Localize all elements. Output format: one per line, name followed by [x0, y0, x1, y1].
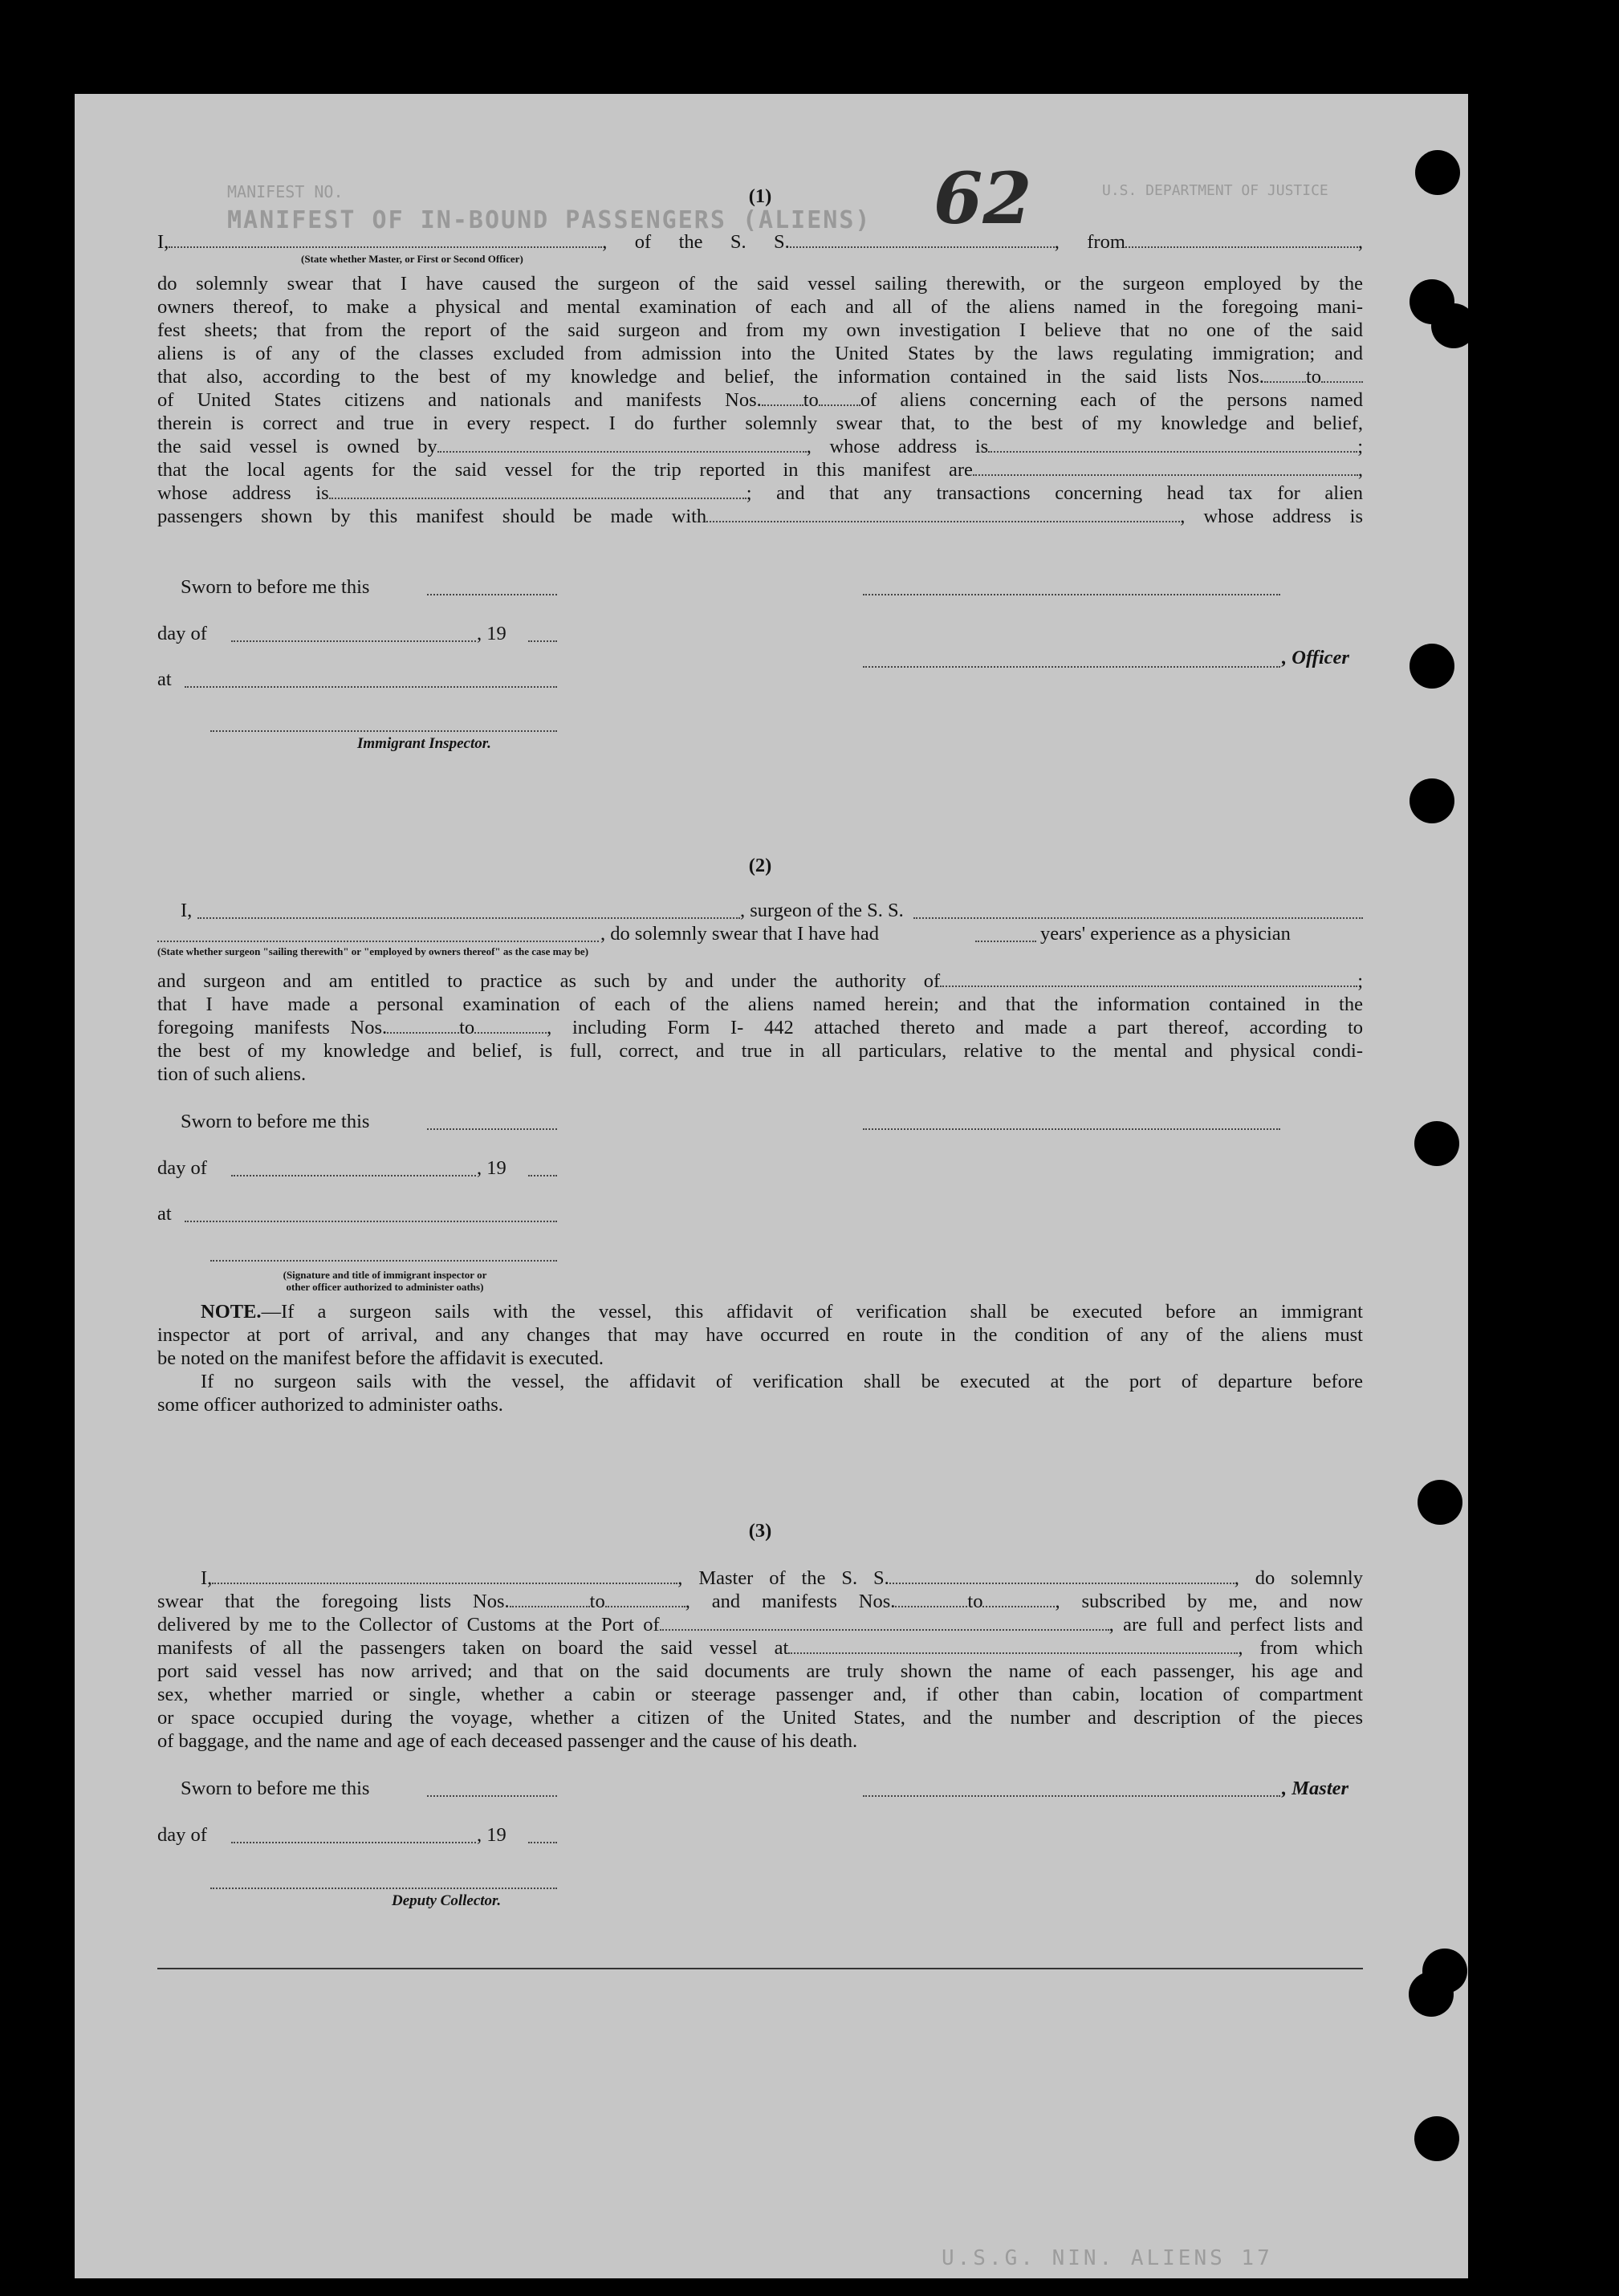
s2-vessel-field[interactable] [913, 917, 1363, 919]
s1-sworn-label: Sworn to before me this [181, 576, 370, 598]
s3-line-1: I, , Master of the S. S. , do solemnly [201, 1567, 1363, 1589]
s2-line-4: that I have made a personal examination of each of the aliens named herein; and that the information contained in the [157, 994, 1363, 1015]
punch-hole [1414, 2116, 1459, 2161]
citizen-list-from-field[interactable] [1264, 368, 1306, 383]
officer-signature-line-1[interactable] [863, 594, 1280, 595]
master-name-field[interactable] [212, 1570, 677, 1584]
punch-hole [1414, 1121, 1459, 1166]
punch-hole [1410, 778, 1454, 823]
s1-line-2: do solemnly swear that I have caused the surgeon of the said vessel sailing therewith, or the surgeon employed by the [157, 273, 1363, 295]
s1-line-8: therein is correct and true in every respect. I do further solemnly swear that, to the best of my knowledge and belief, [157, 412, 1363, 434]
s3-manifest-to-field[interactable] [982, 1593, 1055, 1607]
punch-hole [1431, 303, 1476, 348]
s3-line-4: manifests of all the passengers taken on board the said vessel at , from which [157, 1637, 1364, 1659]
s1-line-9: the said vessel is owned by , whose address is ; [157, 436, 1363, 457]
agents-address-field[interactable] [329, 485, 746, 499]
officer-rank-note: (State whether Master, or First or Second Officer) [301, 253, 523, 265]
s2-note-line-5: some officer authorized to administer oaths. [157, 1394, 503, 1416]
section-1-number: (1) [748, 185, 772, 207]
officer-signature-line[interactable] [863, 666, 1280, 668]
local-agents-field[interactable] [973, 461, 1358, 476]
punch-hole [1409, 1972, 1454, 2017]
surgeon-status-note: (State whether surgeon "sailing therewith" or "employed by owners thereof" as the case may be) [157, 945, 589, 957]
s2-official-signature-line[interactable] [210, 1260, 557, 1262]
s2-month-field[interactable] [231, 1175, 476, 1176]
bleed-through-form-number: U.S.G. NIN. ALIENS 17 [942, 2246, 1273, 2270]
s1-line-11: whose address is ; and that any transactions concerning head tax for alien [157, 482, 1364, 504]
s1-year-field[interactable] [528, 640, 557, 642]
s2-i-label: I, [181, 900, 193, 921]
s2-note-line-3: be noted on the manifest before the affidavit is executed. [157, 1347, 604, 1369]
licensing-authority-field[interactable] [940, 973, 1357, 987]
s3-month-field[interactable] [231, 1842, 476, 1843]
s3-list-from-field[interactable] [510, 1593, 590, 1607]
s2-year-field[interactable] [528, 1175, 557, 1176]
s3-vessel-field[interactable] [889, 1570, 1235, 1584]
s1-line-3: owners thereof, to make a physical and mental examination of each and all of the aliens named in the foregoing mani- [157, 296, 1363, 318]
s1-line-6: that also, according to the best of my knowledge and belief, the information contained in the said lists Nos. to [157, 368, 1363, 388]
s2-signature-note: (Signature and title of immigrant inspector or other officer authorized to administer oaths) [283, 1269, 487, 1293]
vessel-owner-field[interactable] [437, 438, 807, 453]
port-of-arrival-field[interactable] [660, 1616, 1109, 1631]
s2-year-label: , 19 [477, 1157, 506, 1179]
handwritten-page-number: 62 [934, 156, 1032, 240]
surgeon-signature-line[interactable] [863, 1128, 1280, 1130]
s3-line-7: or space occupied during the voyage, whether a citizen of the United States, and the number and description of the pieces [157, 1707, 1363, 1729]
s2-note-line-2: inspector at port of arrival, and any changes that may have occurred en route in the condition of any of the aliens must [157, 1324, 1363, 1346]
bleed-through-title: MANIFEST OF IN-BOUND PASSENGERS (ALIENS) [227, 206, 872, 234]
s1-line-5: aliens is of any of the classes excluded from admission into the United States by the laws regulating immigration; and [157, 343, 1363, 364]
inspector-signature-line[interactable] [210, 730, 557, 732]
s2-sworn-label: Sworn to before me this [181, 1111, 370, 1132]
departure-port-field[interactable] [1125, 234, 1358, 248]
s3-sworn-label: Sworn to before me this [181, 1778, 370, 1799]
s3-line-6: sex, whether married or single, whether a cabin or steerage passenger and, if other than cabin, location of compartment [157, 1684, 1363, 1705]
citizen-list-to-field[interactable] [1321, 368, 1363, 383]
owner-address-field[interactable] [988, 438, 1357, 453]
s2-line-7: tion of such aliens. [157, 1063, 307, 1085]
years-experience-field[interactable] [975, 941, 1036, 942]
manifest-from-field[interactable] [762, 392, 803, 406]
s2-sworn-date-field[interactable] [427, 1128, 557, 1130]
s2-surgeon-of-label: , surgeon of the S. S. [740, 900, 904, 921]
s1-line-10: that the local agents for the said vessel for the trip reported in this manifest are , [157, 459, 1363, 481]
s1-year-label: , 19 [477, 623, 506, 644]
s1-line-7: of United States citizens and nationals and manifests Nos. to of aliens concerning each of the persons named [157, 389, 1363, 411]
s2-at-label: at [157, 1203, 172, 1225]
port-of-embarkation-field[interactable] [788, 1640, 1238, 1654]
s3-line-8: of baggage, and the name and age of each deceased passenger and the cause of his death. [157, 1730, 858, 1752]
s2-line-5: foregoing manifests Nos. to , including Form I- 442 attached thereto and made a part thereof, according to [157, 1017, 1363, 1038]
s1-place-field[interactable] [185, 686, 557, 688]
s2-line-3: and surgeon and am entitled to practice as such by and under the authority of ; [157, 970, 1363, 992]
bleed-through-agency: U.S. DEPARTMENT OF JUSTICE [1102, 182, 1328, 199]
section-2-number: (2) [748, 855, 772, 876]
punch-hole [1410, 644, 1454, 689]
s1-at-label: at [157, 668, 172, 690]
s3-list-to-field[interactable] [605, 1593, 685, 1607]
head-tax-agent-field[interactable] [706, 508, 1180, 522]
s2-manifest-to-field[interactable] [474, 1019, 547, 1034]
s2-physician-label: years' experience as a physician [1040, 923, 1291, 945]
officer-name-field[interactable] [169, 234, 602, 248]
s2-note-line-1: NOTE.—If a surgeon sails with the vessel, this affidavit of verification shall be executed before an immigrant [201, 1301, 1363, 1323]
bottom-rule [157, 1968, 1363, 1969]
s3-sworn-date-field[interactable] [427, 1795, 557, 1797]
bleed-through-stamp: MANIFEST NO. [227, 182, 344, 201]
deputy-collector-label: Deputy Collector. [392, 1892, 502, 1909]
s3-line-2: swear that the foregoing lists Nos. to , and manifests Nos. to , subscribed by me, and now [157, 1591, 1363, 1612]
s2-day-label: day of [157, 1157, 207, 1179]
collector-signature-line[interactable] [210, 1888, 557, 1889]
surgeon-name-field[interactable] [197, 917, 740, 919]
s1-line-12: passengers shown by this manifest should be made with , whose address is [157, 506, 1364, 527]
s3-year-label: , 19 [477, 1824, 506, 1846]
surgeon-status-field[interactable] [157, 941, 599, 942]
s2-line-6: the best of my knowledge and belief, is full, correct, and true in all particulars, relative to the mental and physical condi- [157, 1040, 1363, 1062]
s1-line-1: I, , of the S. S. , from , [157, 231, 1364, 253]
s1-line-4: fest sheets; that from the report of the said surgeon and from my own investigation I believe that no one of the said [157, 319, 1363, 341]
officer-label: , Officer [1282, 647, 1349, 668]
s3-line-3: delivered by me to the Collector of Customs at the Port of , are full and perfect lists and [157, 1614, 1364, 1636]
s1-sworn-date-field[interactable] [427, 594, 557, 595]
s2-manifest-from-field[interactable] [387, 1019, 459, 1034]
s2-place-field[interactable] [185, 1221, 557, 1222]
master-label: , Master [1282, 1778, 1349, 1799]
s3-year-field[interactable] [528, 1842, 557, 1843]
punch-hole [1418, 1480, 1462, 1525]
immigrant-inspector-label: Immigrant Inspector. [357, 735, 491, 752]
s3-manifest-from-field[interactable] [895, 1593, 967, 1607]
s1-month-field[interactable] [231, 640, 476, 642]
punch-hole [1415, 150, 1460, 195]
s3-day-label: day of [157, 1824, 207, 1846]
section-3-number: (3) [748, 1520, 772, 1542]
manifest-to-field[interactable] [819, 392, 860, 406]
s2-note-line-4: If no surgeon sails with the vessel, the affidavit of verification shall be executed at the port of departure before [201, 1371, 1363, 1392]
s1-day-label: day of [157, 623, 207, 644]
vessel-name-field[interactable] [790, 234, 1055, 248]
master-signature-line[interactable] [863, 1795, 1280, 1797]
s3-line-5: port said vessel has now arrived; and that on the said documents are truly shown the name of each passenger, his age and [157, 1660, 1363, 1682]
s2-swear-label: , do solemnly swear that I have had [600, 923, 879, 945]
